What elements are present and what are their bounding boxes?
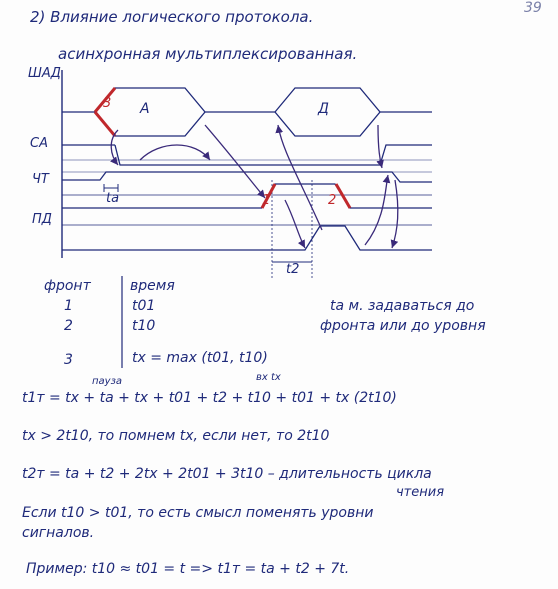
formula-5: Пример: t10 ≈ t01 = t => t1т = ta + t2 + 7t. bbox=[26, 561, 350, 577]
table-row-time: tx = max (t01, t10) bbox=[132, 350, 268, 366]
formula-1: t1т = tx + ta + tx + t01 + t2 + t10 + t01 + tx (2t10) bbox=[22, 390, 397, 406]
formula-4-continued: сигналов. bbox=[22, 525, 95, 541]
note-line-1: ta м. задаваться до bbox=[330, 298, 475, 314]
note-line-2: фронта или до уровня bbox=[320, 318, 486, 334]
annotation-pause: пауза bbox=[92, 376, 123, 387]
signal-label-shad: ШАД bbox=[28, 66, 61, 81]
block-label-a: А bbox=[140, 101, 150, 117]
table-row-front: 3 bbox=[64, 352, 73, 368]
marker-label-3: 3 bbox=[103, 96, 112, 111]
page-number: 39 bbox=[524, 0, 542, 16]
formula-2: tx > 2t10, то помнем tx, если нет, то 2t10 bbox=[22, 428, 330, 444]
table-row-front: 2 bbox=[64, 318, 73, 334]
formula-3: t2т = ta + t2 + 2tx + 2t01 + 3t10 – длительность цикла bbox=[22, 466, 432, 482]
signal-label-cht: ЧТ bbox=[32, 172, 49, 187]
block-label-d: Д bbox=[318, 101, 329, 117]
signal-label-ca: СА bbox=[30, 136, 48, 151]
signal-label-pd: ПД bbox=[32, 212, 52, 227]
marker-label-2: 2 bbox=[328, 193, 337, 208]
table-row-front: 1 bbox=[64, 298, 73, 314]
interval-label-ta: ta bbox=[106, 191, 120, 206]
page-title: 2) Влияние логического протокола. bbox=[30, 8, 314, 26]
formula-3-continued: чтения bbox=[396, 485, 445, 500]
formula-4: Если t10 > t01, то есть смысл поменять уровни bbox=[22, 505, 374, 521]
table-header-front: фронт bbox=[44, 278, 91, 294]
table-row-time: t01 bbox=[132, 298, 156, 314]
table-row-time: t10 bbox=[132, 318, 156, 334]
interval-label-t2: t2 bbox=[286, 262, 300, 277]
table-header-time: время bbox=[130, 278, 175, 294]
marker-label-1: 1 bbox=[262, 193, 271, 208]
page-subtitle: асинхронная мультиплексированная. bbox=[58, 45, 358, 63]
annotation-bxtx: вх tх bbox=[256, 372, 281, 383]
